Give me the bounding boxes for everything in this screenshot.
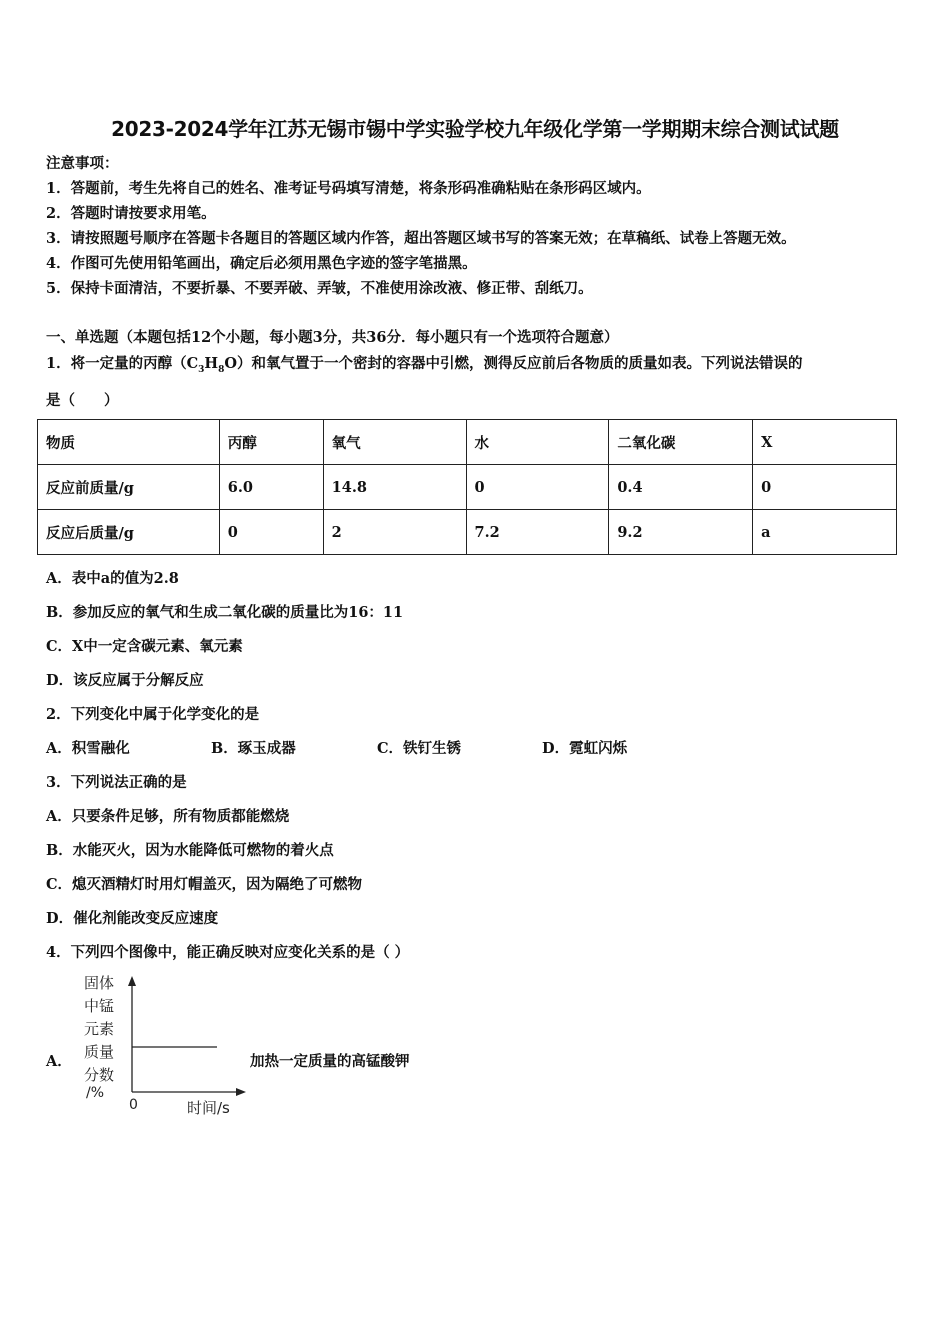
notice-item: 1．答题前，考生先将自己的姓名、准考证号码填写清楚，将条形码准确粘贴在条形码区域内。	[46, 180, 651, 197]
table-cell: 二氧化碳	[609, 420, 753, 465]
table-cell: 6.0	[219, 465, 323, 510]
q1-subscript: 3	[198, 364, 205, 375]
table-row	[38, 510, 897, 555]
graph-ylabel-line: /%	[86, 1085, 105, 1101]
q1-stem-part: O）和氧气置于一个密封的容器中引燃，测得反应前后各物质的质量如表。下列说法错误的	[224, 355, 803, 372]
q1-stem	[46, 352, 803, 375]
q2-option-c: C．铁钉生锈	[377, 740, 462, 757]
page-title: 2023-2024学年江苏无锡市锡中学实验学校九年级化学第一学期期末综合测试试题	[111, 117, 839, 141]
table-cell: 9.2	[609, 510, 753, 555]
table-header-row	[38, 420, 897, 465]
table-cell: 7.2	[466, 510, 609, 555]
q3-option-c: C．熄灭酒精灯时用灯帽盖灭，因为隔绝了可燃物	[46, 876, 363, 893]
graph-ylabel-line: 中锰	[84, 997, 115, 1015]
q1-subscript: 8	[218, 364, 225, 375]
table-cell: 物质	[38, 420, 220, 465]
y-axis-arrow	[128, 976, 136, 986]
q1-option-a: A．表中a的值为2.8	[46, 570, 179, 587]
table-cell: 丙醇	[219, 420, 323, 465]
q4-option-a-text: 加热一定质量的高锰酸钾	[250, 1053, 410, 1070]
q3-option-b: B．水能灭火，因为水能降低可燃物的着火点	[46, 842, 334, 859]
table-cell: X	[753, 420, 897, 465]
notice-item: 2．答题时请按要求用笔。	[46, 205, 216, 222]
q3-option-d: D．催化剂能改变反应速度	[46, 910, 219, 927]
q3-option-a: A．只要条件足够，所有物质都能燃烧	[46, 808, 290, 825]
table-cell: a	[753, 510, 897, 555]
table-cell: 水	[466, 420, 609, 465]
graph-ylabel-line: 质量	[84, 1043, 115, 1061]
q2-option-b: B．琢玉成器	[211, 740, 296, 757]
graph-ylabel-line: 分数	[84, 1066, 115, 1084]
table-row	[38, 465, 897, 510]
table-cell: 反应后质量/g	[38, 510, 220, 555]
table-cell: 反应前质量/g	[38, 465, 220, 510]
q4-option-a-label: A．	[46, 1053, 72, 1070]
table-cell: 0.4	[609, 465, 753, 510]
table-cell: 0	[219, 510, 323, 555]
notice-item: 5．保持卡面清洁，不要折暴、不要弄破、弄皱，不准使用涂改液、修正带、刮纸刀。	[46, 280, 593, 297]
q4-stem: 4．下列四个图像中，能正确反映对应变化关系的是（ ）	[46, 944, 410, 961]
q3-stem: 3．下列说法正确的是	[46, 774, 187, 791]
notice-item: 3．请按照题号顺序在答题卡各题目的答题区域内作答，超出答题区域书写的答案无效；在草稿纸、试卷上答题无效。	[46, 230, 796, 247]
table-cell: 氧气	[323, 420, 466, 465]
q1-option-b: B．参加反应的氧气和生成二氧化碳的质量比为16：11	[46, 604, 404, 621]
table-cell: 0	[466, 465, 609, 510]
notice-heading: 注意事项：	[46, 155, 119, 172]
q2-stem: 2．下列变化中属于化学变化的是	[46, 706, 260, 723]
q2-option-a: A．积雪融化	[46, 740, 130, 757]
q1-option-d: D．该反应属于分解反应	[46, 672, 204, 689]
q1-stem-part: 1．将一定量的丙醇（C	[46, 355, 199, 372]
graph-ylabel-line: 元素	[84, 1020, 115, 1038]
q1-option-c: C．X中一定含碳元素、氧元素	[46, 638, 243, 655]
notice-item: 4．作图可先使用铅笔画出，确定后必须用黑色字迹的签字笔描黑。	[46, 255, 477, 272]
graph-ylabel-line: 固体	[84, 974, 115, 992]
x-axis-arrow	[236, 1088, 246, 1096]
q1-stem-end: 是（ ）	[46, 392, 119, 409]
table-cell: 14.8	[323, 465, 466, 510]
graph-xlabel: 时间/s	[187, 1099, 230, 1117]
table-cell: 0	[753, 465, 897, 510]
table-cell: 2	[323, 510, 466, 555]
mass-table	[37, 419, 897, 555]
graph-origin-label: 0	[129, 1097, 138, 1113]
q1-stem-part: H	[204, 355, 219, 372]
section-heading: 一、单选题（本题包括12个小题，每小题3分，共36分．每小题只有一个选项符合题意）	[46, 329, 619, 346]
q2-option-d: D．霓虹闪烁	[542, 740, 628, 757]
